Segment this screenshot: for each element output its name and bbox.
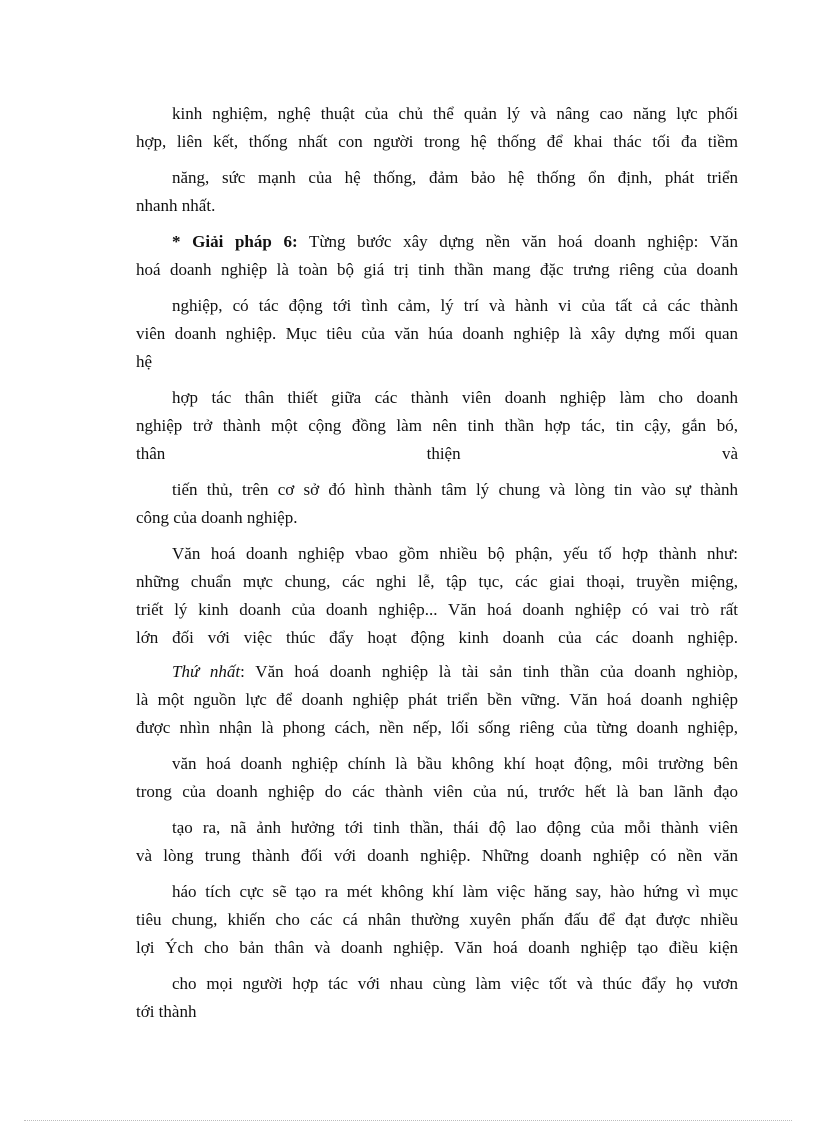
text-line: viên doanh nghiệp. Mục tiêu của văn húa doanh nghiệp là xây dựng mối quan [136, 324, 738, 343]
text-line: cho mọi người hợp tác với nhau cùng làm việc tốt và thúc đẩy họ vươn [172, 974, 738, 993]
text-line: tạo ra, nã ảnh hưởng tới tinh thần, thái độ lao động của mỗi thành viên [172, 818, 738, 837]
text-line: hệ [136, 352, 153, 371]
page-bottom-divider [24, 1120, 792, 1121]
text-segment: : Văn hoá doanh nghiệp là tài sản tinh thần của doanh nghiòp, [240, 662, 739, 681]
text-line: được nhìn nhận là phong cách, nền nếp, lối sống riêng của từng doanh nghiệp, [136, 718, 738, 737]
text-line: tiêu chung, khiến cho các cá nhân thường xuyên phấn đấu để đạt được nhiều [136, 910, 738, 929]
text-line: trong của doanh nghiệp do các thành viên của nú, trước hết là ban lãnh đạo [136, 782, 738, 801]
text-line: hợp tác thân thiết giữa các thành viên doanh nghiệp làm cho doanh [172, 388, 738, 407]
text-line: lợi Ých cho bản thân và doanh nghiệp. Văn hoá doanh nghiệp tạo điều kiện [136, 938, 738, 957]
text-line: tiến thủ, trên cơ sở đó hình thành tâm lý chung và lòng tin vào sự thành [172, 480, 738, 499]
text-line: những chuẩn mực chung, các nghi lễ, tập tục, các giai thoại, truyền miệng, [136, 572, 738, 591]
text-line: nghiệp, có tác động tới tình cảm, lý trí và hành vi của tất cả các thành [172, 296, 738, 315]
text-line: lớn đối với việc thúc đẩy hoạt động kinh doanh của các doanh nghiệp. [136, 628, 738, 647]
text-line: văn hoá doanh nghiệp chính là bầu không khí hoạt động, môi trường bên [172, 754, 738, 773]
text-line: năng, sức mạnh của hệ thống, đảm bảo hệ thống ổn định, phát triển [172, 168, 738, 187]
text-line: háo tích cực sẽ tạo ra mét không khí làm việc hăng say, hào hứng vì mục [172, 882, 738, 901]
text-line: và lòng trung thành đối với doanh nghiệp. Những doanh nghiệp có nền văn [136, 846, 738, 865]
text-line: nhanh nhất. [136, 196, 216, 215]
first-point-label: Thứ nhất [172, 662, 241, 681]
solution-label: * Giải pháp 6: [172, 232, 298, 251]
text-line: tới thành [136, 1002, 197, 1021]
text-line: nghiệp trở thành một cộng đồng làm nên tinh thần hợp tác, tin cậy, gắn bó, [136, 416, 738, 435]
text-line: là một nguồn lực để doanh nghiệp phát triển bền vững. Văn hoá doanh nghiệp [136, 690, 738, 709]
text-line: hoá doanh nghiệp là toàn bộ giá trị tinh thần mang đặc trưng riêng của doanh [136, 260, 738, 279]
text-line: thân thiện và [136, 444, 738, 463]
text-line: triết lý kinh doanh của doanh nghiệp... Văn hoá doanh nghiệp có vai trò rất [136, 600, 738, 619]
text-line: Văn hoá doanh nghiệp vbao gồm nhiều bộ phận, yếu tố hợp thành như: [172, 544, 738, 563]
text-line [172, 231, 738, 253]
text-line: kinh nghiệm, nghệ thuật của chủ thể quản lý và nâng cao năng lực phối [172, 104, 738, 123]
text-line [172, 661, 738, 683]
text-line: công của doanh nghiệp. [136, 508, 298, 527]
text-line: hợp, liên kết, thống nhất con người trong hệ thống để khai thác tối đa tiềm [136, 132, 738, 151]
text-segment: Từng bước xây dựng nền văn hoá doanh nghiệp: Văn [297, 232, 738, 251]
